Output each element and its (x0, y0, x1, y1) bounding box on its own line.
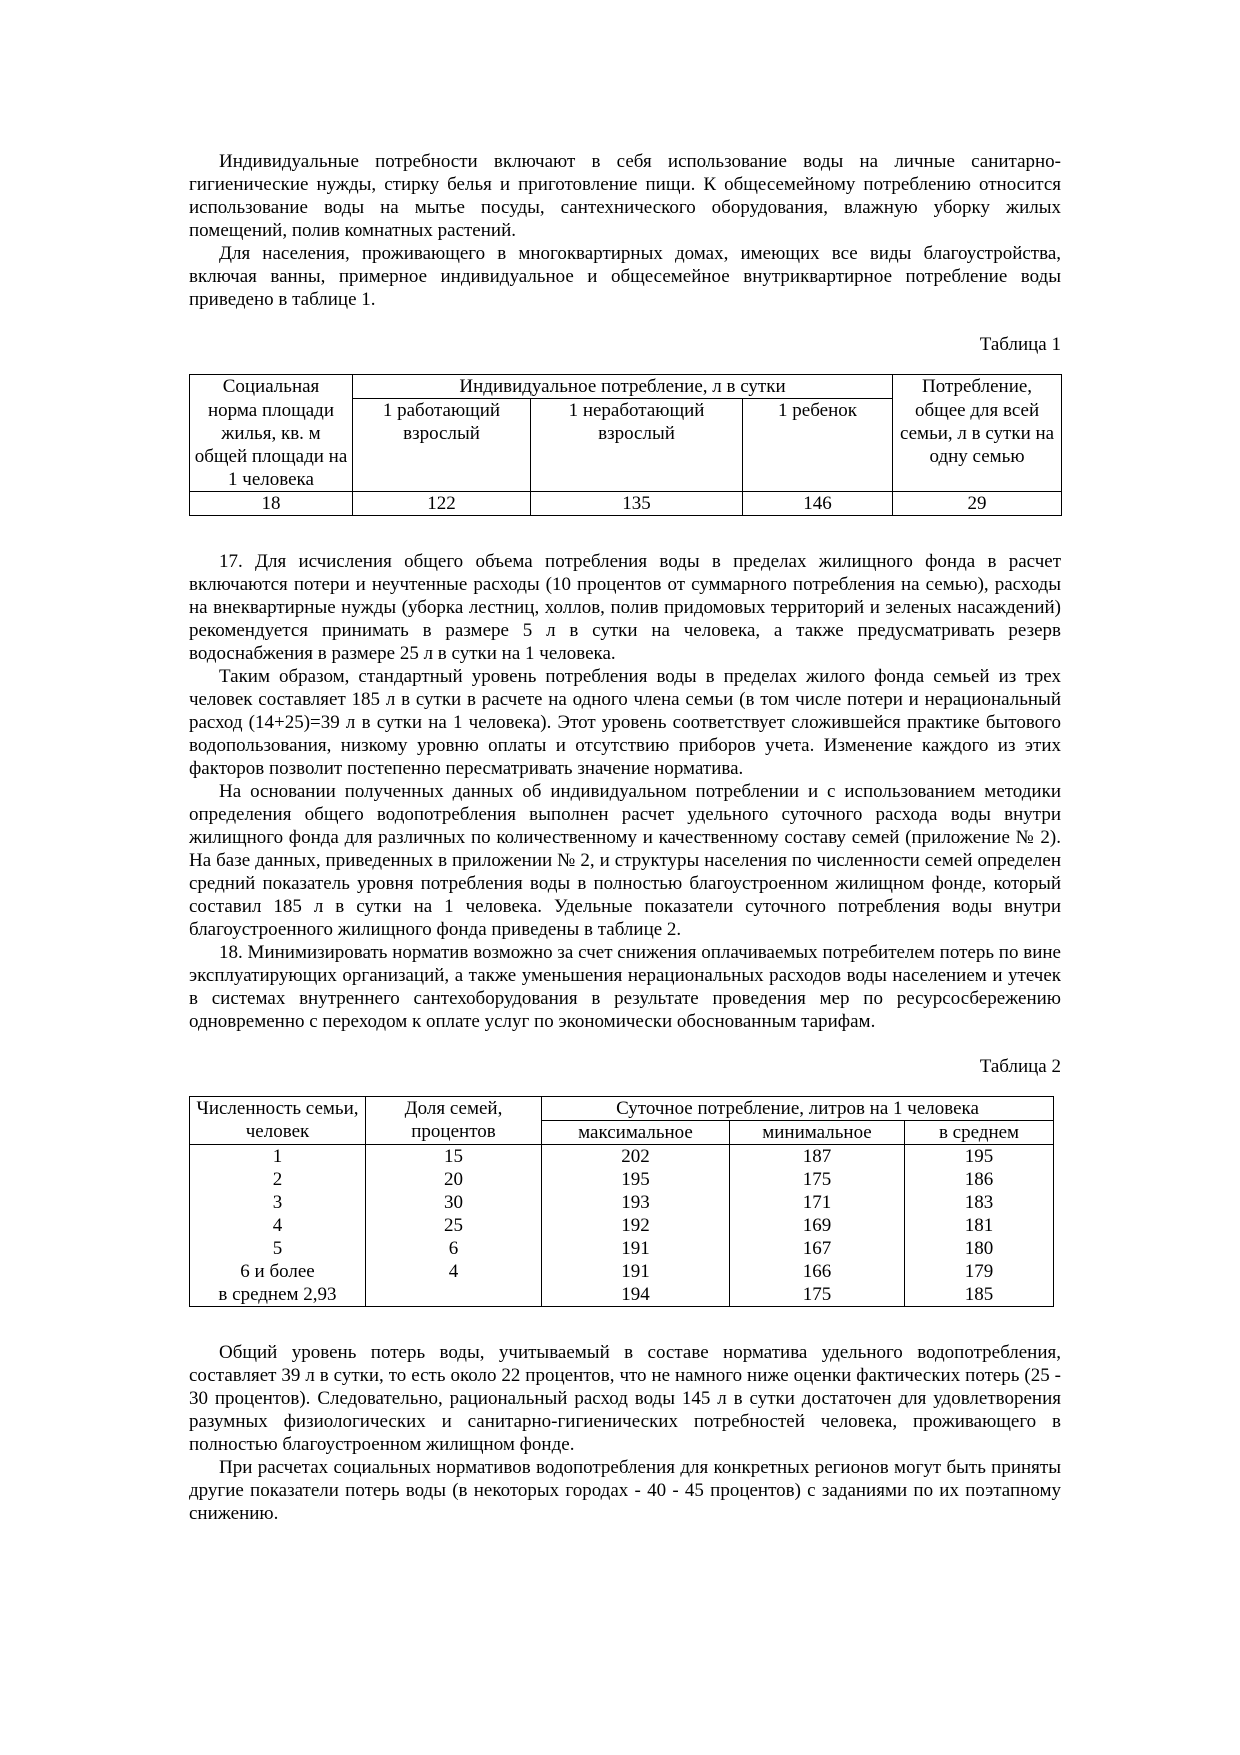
t1-header-sub3: 1 ребенок (743, 399, 893, 492)
t2-header-min: минимальное (730, 1120, 905, 1144)
t2-cell: 3 (190, 1191, 366, 1214)
paragraph: 18. Минимизировать норматив возможно за счет снижения оплачиваемых потребителем потерь по вине эксплуатирующих организаций, а также уменьшения нерациональных расходов воды населением и утечек в системах внутреннего сантехоборудования в результате проведения мер по ресурсосбережению одновременно с переходом к оплате услуг по экономически обоснованным тарифам. (189, 941, 1061, 1032)
t1-header-col1-top: Социальная (190, 375, 353, 399)
table1 (189, 374, 1062, 516)
paragraph: Для населения, проживающего в многоквартирных домах, имеющих все виды благоустройства, включая ванны, примерное индивидуальное и общесемейное внутриквартирное потребление воды приведено в таблице 1. (189, 243, 1061, 310)
t1-cell: 146 (743, 491, 893, 515)
table-row (190, 1168, 1054, 1191)
t2-cell: 30 (366, 1191, 542, 1214)
t2-cell: 166 (730, 1260, 905, 1283)
paragraph: 17. Для исчисления общего объема потребления воды в пределах жилищного фонда в расчет включаются потери и неучтенные расходы (10 процентов от суммарного потребления на семью), расходы на внеквартирные нужды (уборка лестниц, холлов, полив придомовых территорий и зеленых насаждений) рекомендуется принимать в размере 5 л в сутки на человека, а также предусматривать резерв водоснабжения в размере 25 л в сутки на 1 человека. (189, 550, 1061, 664)
t1-cell: 29 (893, 491, 1062, 515)
t2-header-group: Суточное потребление, литров на 1 человека (542, 1096, 1054, 1120)
paragraph: На основании полученных данных об индивидуальном потреблении и с использованием методики определения общего водопотребления выполнен расчет удельного суточного расхода воды внутри жилищного фонда для различных по количественному и качественному составу семей (приложение № 2). На базе данных, приведенных в приложении № 2, и структуры населения по численности семей определен средний показатель уровня потребления воды в полностью благоустроенном жилищном фонде, который составил 185 л в сутки на 1 человека. Удельные показатели суточного потребления воды внутри благоустроенного жилищного фонда приведены в таблице 2. (189, 780, 1061, 940)
t1-cell: 18 (190, 491, 353, 515)
table-row (190, 1283, 1054, 1307)
t2-cell: 5 (190, 1237, 366, 1260)
t2-cell: 179 (905, 1260, 1054, 1283)
t2-cell: 25 (366, 1214, 542, 1237)
t2-cell: 202 (542, 1144, 730, 1168)
t2-cell: 1 (190, 1144, 366, 1168)
t1-header-group: Индивидуальное потребление, л в сутки (353, 375, 893, 399)
table-row (190, 1191, 1054, 1214)
t1-header-last-top: Потребление, (893, 375, 1062, 399)
t2-cell: 169 (730, 1214, 905, 1237)
paragraph: При расчетах социальных нормативов водопотребления для конкретных регионов могут быть приняты другие показатели потерь воды (в некоторых городах - 40 - 45 процентов) с заданиями по их поэтапному снижению. (189, 1456, 1061, 1524)
t2-cell: 167 (730, 1237, 905, 1260)
t2-header-col1: Численность семьи, человек (190, 1096, 366, 1144)
paragraph: Таким образом, стандартный уровень потребления воды в пределах жилого фонда семьей из трех человек составляет 185 л в сутки в расчете на одного члена семьи (в том числе потери и нерациональный расход (14+25)=39 л в сутки на 1 человека). Этот уровень соответствует сложившейся практике бытового водопользования, низкому уровню оплаты и отсутствию приборов учета. Изменение каждого из этих факторов позволит постепенно пересматривать значение норматива. (189, 665, 1061, 779)
table2 (189, 1096, 1054, 1307)
table-row (190, 1144, 1054, 1168)
t1-cell: 135 (531, 491, 743, 515)
t2-cell: 187 (730, 1144, 905, 1168)
t2-cell: 181 (905, 1214, 1054, 1237)
t2-cell (366, 1283, 542, 1307)
t2-cell: 6 и более (190, 1260, 366, 1283)
paragraph: Индивидуальные потребности включают в себя использование воды на личные санитарно-гигиенические нужды, стирку белья и приготовление пищи. К общесемейному потреблению относится использование воды на мытье посуды, сантехнического оборудования, влажную уборку жилых помещений, полив комнатных растений. (189, 151, 1061, 241)
t2-header-avg: в среднем (905, 1120, 1054, 1144)
t2-cell: 175 (730, 1168, 905, 1191)
t2-cell: 183 (905, 1191, 1054, 1214)
t2-cell: 180 (905, 1237, 1054, 1260)
t1-header-last-bot: общее для всей семьи, л в сутки на одну семью (893, 399, 1062, 492)
t2-header-max: максимальное (542, 1120, 730, 1144)
table2-caption: Таблица 2 (979, 1055, 1061, 1077)
t2-cell: 4 (366, 1260, 542, 1283)
t2-cell: 195 (905, 1144, 1054, 1168)
t2-cell: 6 (366, 1237, 542, 1260)
t2-cell: в среднем 2,93 (190, 1283, 366, 1307)
t2-cell: 175 (730, 1283, 905, 1307)
t2-cell: 194 (542, 1283, 730, 1307)
t2-cell: 193 (542, 1191, 730, 1214)
table-row (190, 1214, 1054, 1237)
table-row (190, 491, 1062, 515)
document-page (189, 150, 1061, 1525)
t2-cell: 4 (190, 1214, 366, 1237)
t1-cell: 122 (353, 491, 531, 515)
t2-cell: 185 (905, 1283, 1054, 1307)
t1-header-sub1: 1 работающий взрослый (353, 399, 531, 492)
t2-cell: 20 (366, 1168, 542, 1191)
t2-cell: 192 (542, 1214, 730, 1237)
t2-cell: 191 (542, 1260, 730, 1283)
table-row (190, 1237, 1054, 1260)
t2-cell: 15 (366, 1144, 542, 1168)
t2-cell: 186 (905, 1168, 1054, 1191)
t2-cell: 2 (190, 1168, 366, 1191)
t1-header-sub2: 1 неработающий взрослый (531, 399, 743, 492)
t2-header-col2: Доля семей, процентов (366, 1096, 542, 1144)
table1-caption: Таблица 1 (979, 334, 1061, 355)
t2-cell: 171 (730, 1191, 905, 1214)
table-row (190, 1260, 1054, 1283)
t2-cell: 191 (542, 1237, 730, 1260)
t2-cell: 195 (542, 1168, 730, 1191)
t1-header-col1-bot: норма площади жилья, кв. м общей площади на 1 человека (190, 399, 353, 492)
paragraph: Общий уровень потерь воды, учитываемый в составе норматива удельного водопотребления, составляет 39 л в сутки, то есть около 22 процентов, что не намного ниже оценки фактических потерь (25 - 30 процентов). Следовательно, рациональный расход воды 145 л в сутки достаточен для удовлетворения разумных физиологических и санитарно-гигиенических потребностей человека, проживающего в полностью благоустроенном жилищном фонде. (189, 1341, 1061, 1455)
